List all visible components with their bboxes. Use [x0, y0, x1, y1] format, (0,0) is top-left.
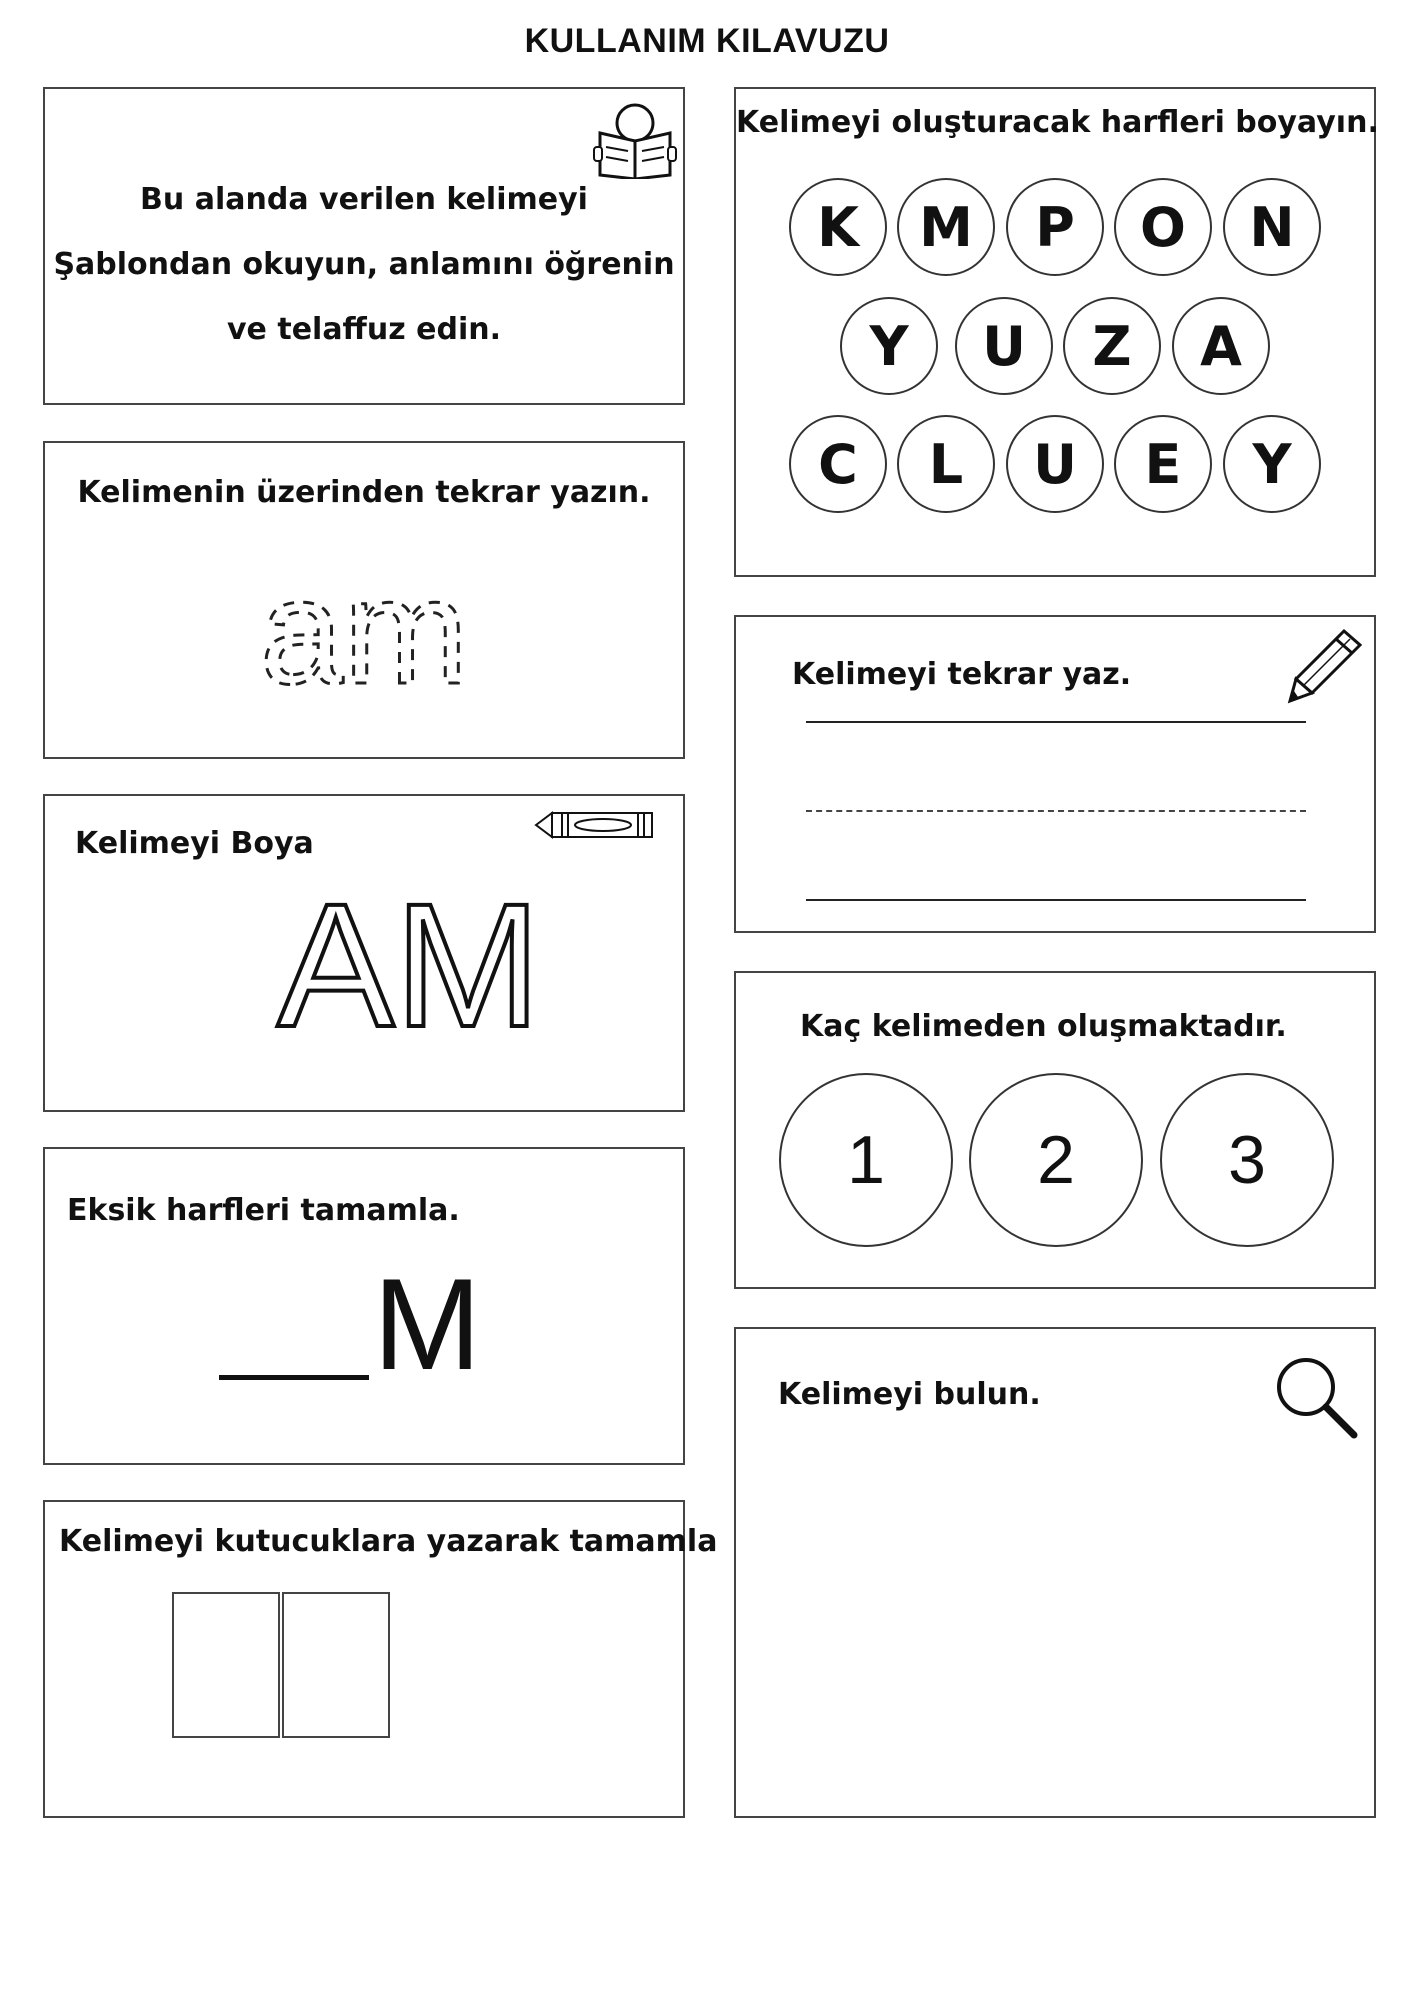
writing-line-middle[interactable]: [806, 810, 1306, 812]
letter-circle[interactable]: C: [789, 415, 887, 513]
missing-instruction: Eksik harfleri tamamla.: [67, 1193, 460, 1228]
letter-circle[interactable]: L: [897, 415, 995, 513]
read-line-2: Şablondan okuyun, anlamını öğrenin: [53, 247, 675, 282]
read-line-1: Bu alanda verilen kelimeyi: [140, 182, 588, 217]
color-word-text: AM: [277, 868, 541, 1064]
letter-box[interactable]: [282, 1592, 390, 1738]
letter-circle[interactable]: P: [1006, 178, 1104, 276]
letter-circle[interactable]: E: [1114, 415, 1212, 513]
color-word-outline[interactable]: [45, 796, 683, 1110]
letter-circle[interactable]: U: [1006, 415, 1104, 513]
page-title: KULLANIM KILAVUZU: [524, 22, 890, 60]
letter-circle[interactable]: Y: [1223, 415, 1321, 513]
writing-line-top[interactable]: [806, 721, 1306, 723]
pencil-icon: [1284, 625, 1366, 707]
missing-blank-line[interactable]: [219, 1375, 369, 1380]
writing-line-bottom[interactable]: [806, 899, 1306, 901]
trace-word-text: am: [259, 547, 469, 715]
letter-circle[interactable]: Z: [1063, 297, 1161, 395]
read-line-3: ve telaffuz edin.: [227, 312, 501, 347]
letter-circle[interactable]: U: [955, 297, 1053, 395]
letter-circle[interactable]: A: [1172, 297, 1270, 395]
color-word-instruction: Kelimeyi Boya: [75, 826, 314, 861]
letter-circle[interactable]: Y: [840, 297, 938, 395]
letter-circle[interactable]: K: [789, 178, 887, 276]
read-section: [43, 87, 685, 405]
letter-circle[interactable]: O: [1114, 178, 1212, 276]
boxes-section: [43, 1500, 718, 1818]
letter-circle[interactable]: N: [1223, 178, 1321, 276]
missing-visible-letter: M: [373, 1251, 482, 1397]
letter-box[interactable]: [172, 1592, 280, 1738]
reading-book-icon: [592, 103, 678, 179]
missing-section: [43, 1147, 685, 1465]
find-section: [734, 1327, 1376, 1818]
count-option-2[interactable]: 2: [969, 1073, 1143, 1247]
count-instruction: Kaç kelimeden oluşmaktadır.: [800, 1009, 1287, 1044]
color-letters-instruction: Kelimeyi oluşturacak harfleri boyayın.: [736, 105, 1379, 140]
color-word-section: [43, 794, 685, 1112]
find-instruction: Kelimeyi bulun.: [778, 1377, 1041, 1412]
count-option-3[interactable]: 3: [1160, 1073, 1334, 1247]
trace-instruction: Kelimenin üzerinden tekrar yazın.: [77, 475, 651, 510]
letter-circle[interactable]: M: [897, 178, 995, 276]
magnifier-icon: [1272, 1353, 1362, 1443]
rewrite-instruction: Kelimeyi tekrar yaz.: [792, 657, 1132, 692]
find-area[interactable]: [746, 1459, 1364, 1799]
rewrite-section: [734, 615, 1376, 933]
trace-word[interactable]: [45, 443, 683, 757]
trace-section: [43, 441, 685, 759]
boxes-instruction: Kelimeyi kutucuklara yazarak tamamla: [59, 1524, 718, 1559]
color-letters-section: [734, 87, 1379, 577]
count-section: [734, 971, 1376, 1289]
count-option-1[interactable]: 1: [779, 1073, 953, 1247]
